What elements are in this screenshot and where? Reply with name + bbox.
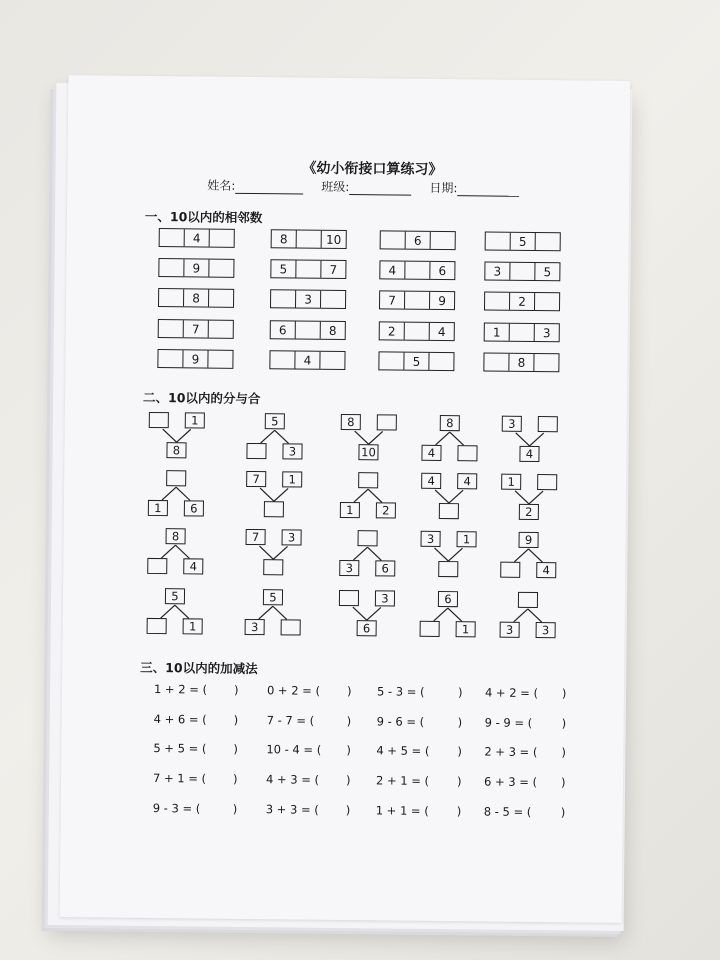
bond-number-box: 2: [376, 502, 396, 518]
bond-connector-line: [435, 490, 449, 503]
given-number-cell: 5: [534, 263, 559, 280]
bond-number-box: 4: [536, 562, 556, 578]
given-number-cell: 5: [403, 353, 428, 370]
bond-answer-box[interactable]: [377, 414, 397, 430]
given-number-cell: 6: [278, 322, 287, 337]
bond-connector-line: [259, 546, 273, 559]
bond-number-box: 4: [421, 473, 441, 489]
bond-connector-line: [516, 433, 530, 446]
section-addition-subtraction-title: 三、10以内的加减法: [140, 659, 258, 677]
given-number-cell: 9: [182, 350, 207, 367]
bond-number-box: 2: [519, 504, 539, 520]
bond-number-box: 8: [166, 528, 186, 544]
given-number-cell: 4: [294, 351, 319, 368]
equation: 4 + 2 = (: [484, 685, 539, 701]
bond-number-box: 4: [183, 558, 203, 574]
bond-number-box: 4: [421, 445, 441, 461]
section-adjacent-numbers-title: 一、10以内的相邻数: [144, 208, 263, 226]
bond-connector-line: [529, 491, 543, 504]
bond-number-box: 4: [457, 473, 477, 489]
bond-connector-line: [260, 488, 274, 501]
date-label: 日期:: [429, 180, 458, 196]
bond-number-box: 3: [375, 590, 395, 606]
equation-answer-close[interactable]: ): [457, 685, 463, 700]
equation: 9 - 6 = (: [376, 714, 425, 729]
given-number-cell: 8: [183, 289, 208, 306]
bond-connector-line: [175, 605, 189, 618]
bond-number-box: 3: [421, 531, 441, 547]
bond-number-box: 3: [339, 560, 359, 576]
bond-connector-line: [368, 489, 382, 502]
given-number-cell: 6: [405, 232, 430, 249]
bond-connector-line: [261, 430, 275, 443]
equation: 4 + 5 = (: [376, 743, 430, 758]
bond-connector-line: [528, 549, 542, 562]
bond-connector-line: [175, 545, 189, 558]
equation: 2 + 3 = (: [484, 744, 538, 760]
bond-connector-line: [274, 488, 288, 501]
worksheet-title: 《幼小衔接口算练习》: [302, 160, 443, 179]
bond-number-box: 9: [518, 532, 538, 548]
bond-number-box: 4: [519, 446, 539, 462]
equation: 7 - 7 = (: [266, 713, 315, 728]
bond-answer-box[interactable]: [358, 530, 378, 546]
equation-answer-close[interactable]: ): [456, 774, 462, 789]
bond-number-box: 8: [166, 442, 186, 458]
equation: 0 + 2 = (: [266, 683, 321, 698]
bond-connector-line: [162, 487, 176, 500]
bond-number-box: 8: [440, 415, 460, 431]
bond-connector-line: [450, 432, 464, 445]
bond-connector-line: [259, 606, 273, 619]
given-number-cell: 4: [429, 323, 454, 340]
equation-answer-close[interactable]: ): [561, 745, 566, 760]
equation: 6 + 3 = (: [483, 774, 538, 790]
bond-connector-line: [436, 432, 450, 445]
bond-number-box: 5: [165, 588, 185, 604]
bond-connector-line: [273, 546, 287, 559]
bond-number-box: 1: [282, 471, 302, 487]
bond-number-box: 1: [183, 618, 203, 634]
equation-answer-close[interactable]: ): [457, 715, 463, 730]
given-number-cell: 8: [508, 354, 533, 371]
equation-answer-close[interactable]: ): [233, 712, 239, 727]
given-number-cell: 5: [279, 261, 288, 276]
bond-number-box: 1: [456, 621, 476, 637]
given-number-cell: 8: [279, 231, 288, 246]
equation: 3 + 3 = (: [265, 802, 319, 817]
bond-connector-line: [161, 605, 175, 618]
given-number-cell: 9: [429, 292, 454, 309]
given-number-cell: 10: [321, 231, 346, 248]
equation-answer-close[interactable]: ): [346, 684, 352, 699]
equation-answer-close[interactable]: ): [345, 773, 351, 788]
given-number-cell: 7: [388, 292, 396, 308]
equation-answer-close[interactable]: ): [346, 714, 352, 729]
bond-number-box: 1: [457, 531, 477, 547]
bond-connector-line: [449, 490, 463, 503]
given-number-cell: 7: [183, 320, 208, 337]
given-number-cell: 1: [492, 325, 501, 340]
bond-number-box: 3: [502, 416, 522, 432]
bond-number-box: 3: [245, 619, 265, 635]
bond-number-box: 6: [438, 591, 458, 607]
equation: 9 - 9 = (: [484, 715, 533, 730]
given-number-cell: 5: [510, 233, 535, 250]
equation: 4 + 3 = (: [265, 772, 320, 787]
bond-connector-line: [434, 548, 448, 561]
bond-number-box: 3: [282, 529, 302, 545]
equation: 5 + 5 = (: [153, 741, 207, 756]
bond-connector-line: [177, 429, 191, 442]
bond-connector-line: [514, 609, 528, 622]
worksheet-page: [60, 75, 631, 923]
bond-number-box: 7: [246, 471, 266, 487]
bond-answer-box[interactable]: [420, 621, 440, 637]
equation: 1 + 2 = (: [153, 682, 208, 697]
bond-connector-line: [355, 431, 369, 444]
bond-answer-box[interactable]: [358, 472, 378, 488]
given-number-cell: 7: [320, 261, 345, 278]
bond-answer-box[interactable]: [281, 619, 301, 635]
name-label: 姓名:: [207, 178, 236, 193]
bond-answer-box[interactable]: [439, 503, 459, 519]
given-number-cell: 8: [320, 322, 345, 339]
bond-answer-box[interactable]: [246, 443, 266, 459]
bond-connector-line: [353, 607, 367, 620]
equation-answer-close[interactable]: ): [346, 743, 351, 758]
equation: 8 - 5 = (: [483, 804, 532, 819]
bond-number-box: 1: [340, 502, 360, 518]
bond-number-box: 5: [263, 589, 283, 605]
bond-number-box: 5: [265, 413, 285, 429]
given-number-cell: 4: [388, 262, 397, 278]
given-number-cell: 2: [509, 293, 534, 310]
given-number-cell: 3: [534, 324, 559, 341]
equation: 9 - 3 = (: [152, 801, 201, 816]
equation-answer-close[interactable]: ): [456, 804, 462, 819]
given-number-cell: 4: [184, 229, 209, 246]
equation-answer-close[interactable]: ): [345, 803, 351, 818]
bond-connector-line: [514, 549, 528, 562]
bond-number-box: 1: [185, 412, 205, 428]
bond-number-box: 6: [375, 560, 395, 576]
bond-answer-box[interactable]: [263, 559, 283, 575]
bond-connector-line: [354, 489, 368, 502]
bond-connector-line: [434, 608, 448, 621]
bond-number-box: 6: [184, 500, 204, 516]
equation-answer-close[interactable]: ): [457, 744, 462, 759]
bond-connector-line: [448, 608, 462, 621]
bond-answer-box[interactable]: [438, 561, 458, 577]
bond-connector-line: [528, 609, 542, 622]
bond-connector-line: [367, 547, 381, 560]
section-number-bonds-title: 二、10以内的分与合: [142, 389, 261, 407]
bond-answer-box[interactable]: [537, 474, 557, 490]
equation-answer-close[interactable]: ): [560, 805, 566, 820]
equation: 5 - 3 = (: [376, 684, 425, 699]
bond-number-box: 3: [500, 622, 520, 638]
bond-answer-box[interactable]: [339, 590, 359, 606]
bond-number-box: 6: [357, 620, 377, 636]
bond-number-box: 1: [501, 474, 521, 490]
given-number-cell: 3: [295, 290, 320, 307]
bond-answer-box[interactable]: [457, 445, 477, 461]
bond-answer-box[interactable]: [538, 416, 558, 432]
given-number-cell: 9: [183, 259, 208, 276]
bond-connector-line: [163, 429, 177, 442]
bond-connector-line: [275, 430, 289, 443]
bond-answer-box[interactable]: [518, 592, 538, 608]
equation-answer-close[interactable]: ): [561, 716, 567, 731]
bond-number-box: 1: [148, 500, 168, 516]
equation-answer-close[interactable]: ): [232, 801, 238, 816]
bond-number-box: 7: [246, 529, 266, 545]
bond-number-box: 10: [358, 444, 378, 460]
equation: 4 + 6 = (: [153, 712, 207, 727]
bond-connector-line: [273, 606, 287, 619]
equation: 2 + 1 = (: [375, 773, 430, 788]
bond-number-box: 8: [341, 414, 361, 430]
given-number-cell: 3: [493, 264, 502, 279]
bond-connector-line: [353, 547, 367, 560]
equation: 1 + 1 = (: [375, 803, 429, 818]
equation: 10 - 4 = (: [266, 742, 322, 757]
bond-answer-box[interactable]: [264, 501, 284, 517]
equation-answer-close[interactable]: ): [560, 775, 566, 790]
bond-connector-line: [530, 433, 544, 446]
bond-connector-line: [176, 487, 190, 500]
equation-answer-close[interactable]: ): [561, 686, 567, 701]
equation-answer-close[interactable]: ): [233, 682, 239, 697]
bond-answer-box[interactable]: [147, 558, 167, 574]
bond-connector-line: [448, 548, 462, 561]
given-number-cell: 6: [429, 262, 454, 279]
class-label: 班级:: [321, 179, 350, 195]
equation: 7 + 1 = (: [152, 771, 207, 786]
equation-answer-close[interactable]: ): [232, 771, 238, 786]
bond-lines: [60, 75, 631, 923]
bond-answer-box[interactable]: [500, 562, 520, 578]
bond-number-box: 3: [536, 622, 556, 638]
bond-connector-line: [161, 545, 175, 558]
bond-connector-line: [369, 431, 383, 444]
bond-answer-box[interactable]: [166, 470, 186, 486]
bond-answer-box[interactable]: [149, 412, 169, 428]
bond-number-box: 3: [282, 443, 302, 459]
given-number-cell: 2: [387, 323, 396, 339]
equation-answer-close[interactable]: ): [233, 741, 238, 756]
bond-connector-line: [515, 491, 529, 504]
bond-connector-line: [367, 607, 381, 620]
bond-answer-box[interactable]: [147, 618, 167, 634]
